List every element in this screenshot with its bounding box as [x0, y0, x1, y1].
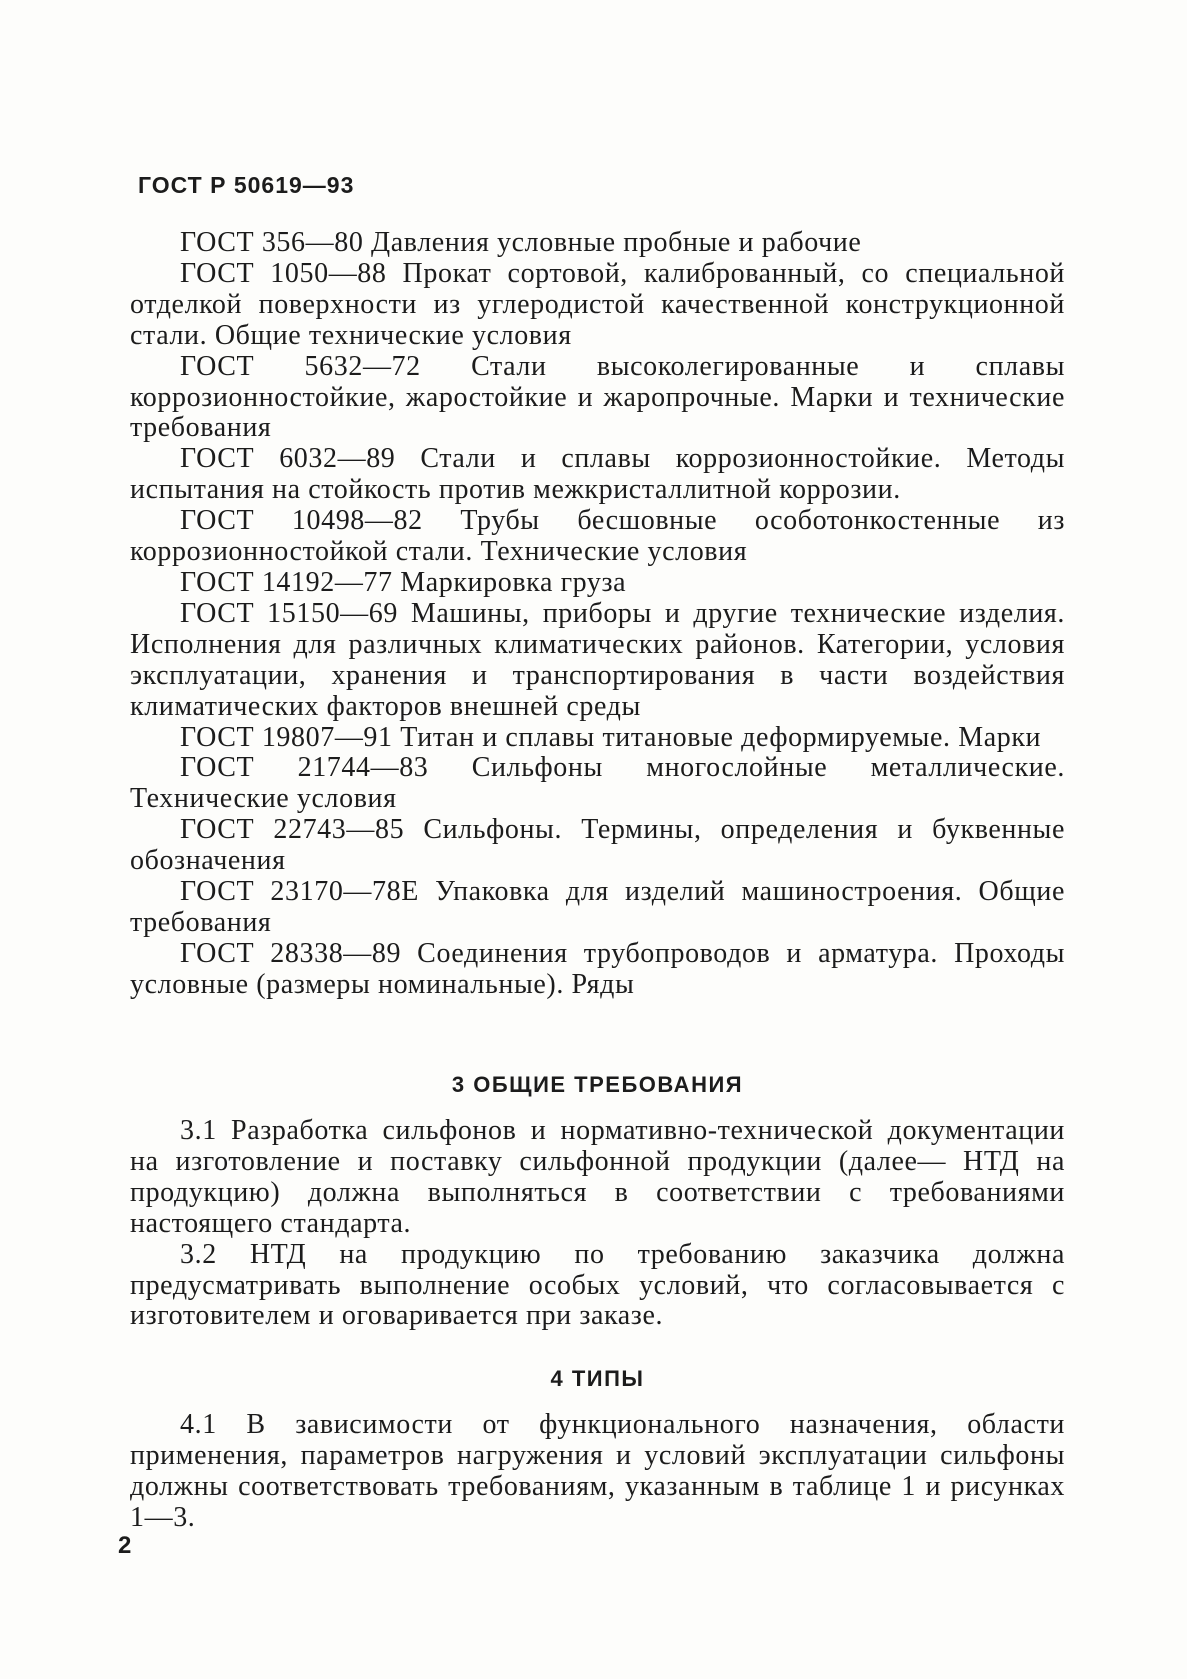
reference-item: ГОСТ 28338—89 Соединения трубопроводов и арматура. Проходы условные (размеры номинальные). Ряды — [130, 937, 1065, 1000]
reference-item: ГОСТ 5632—72 Стали высоколегированные и сплавы коррозионностойкие, жаростойкие и жаропрочные. Марки и технические требования — [130, 350, 1065, 444]
page-number: 2 — [118, 1532, 132, 1559]
reference-item: ГОСТ 356—80 Давления условные пробные и рабочие — [180, 227, 862, 258]
paragraph-4-1: 4.1 В зависимости от функционального назначения, области применения, параметров нагружения и условий эксплуатации сильфоны должны соответствовать требованиям, указанным в таблице 1 и рисунках 1—3. — [130, 1409, 1065, 1533]
standard-code-header: ГОСТ Р 50619—93 — [138, 172, 355, 198]
section-3-body — [130, 1116, 1065, 1332]
reference-item: ГОСТ 10498—82 Трубы бесшовные особотонкостенные из коррозионностойкой стали. Технические условия — [130, 505, 1065, 568]
normative-references-list — [130, 228, 1065, 1001]
section-4-heading: 4 ТИПЫ — [550, 1366, 645, 1391]
reference-item: ГОСТ 14192—77 Маркировка груза — [180, 566, 627, 598]
reference-item: ГОСТ 22743—85 Сильфоны. Термины, определения и буквенные обозначения — [130, 814, 1065, 877]
reference-item: ГОСТ 23170—78Е Упаковка для изделий машиностроения. Общие требования — [130, 876, 1065, 938]
reference-item: ГОСТ 19807—91 Титан и сплавы титановые деформируемые. Марки — [180, 721, 1042, 753]
paragraph-3-2: 3.2 НТД на продукцию по требованию заказчика должна предусматривать выполнение особых условий, что согласовывается с изготовителем и оговаривается при заказе. — [130, 1238, 1065, 1332]
section-4-body — [130, 1410, 1065, 1534]
section-3-heading: 3 ОБЩИЕ ТРЕБОВАНИЯ — [451, 1072, 744, 1097]
reference-item: ГОСТ 1050—88 Прокат сортовой, калиброванный, со специальной отделкой поверхности из углеродистой качественной конструкционной стали. Общие технические условия — [130, 257, 1065, 351]
reference-item: ГОСТ 15150—69 Машины, приборы и другие технические изделия. Исполнения для различных климатических районов. Категории, условия эксплуатации, хранения и транспортирования в части воздействия климатических факторов внешней среды — [130, 597, 1065, 722]
paragraph-3-1: 3.1 Разработка сильфонов и нормативно-технической документации на изготовление и поставку сильфонной продукции (далее— НТД на продукцию) должна выполняться в соответствии с требованиями настоящего стандарта. — [130, 1115, 1065, 1239]
reference-item: ГОСТ 21744—83 Сильфоны многослойные металлические. Технические условия — [130, 752, 1065, 815]
reference-item: ГОСТ 6032—89 Стали и сплавы коррозионностойкие. Методы испытания на стойкость против межкристаллитной коррозии. — [130, 443, 1065, 506]
